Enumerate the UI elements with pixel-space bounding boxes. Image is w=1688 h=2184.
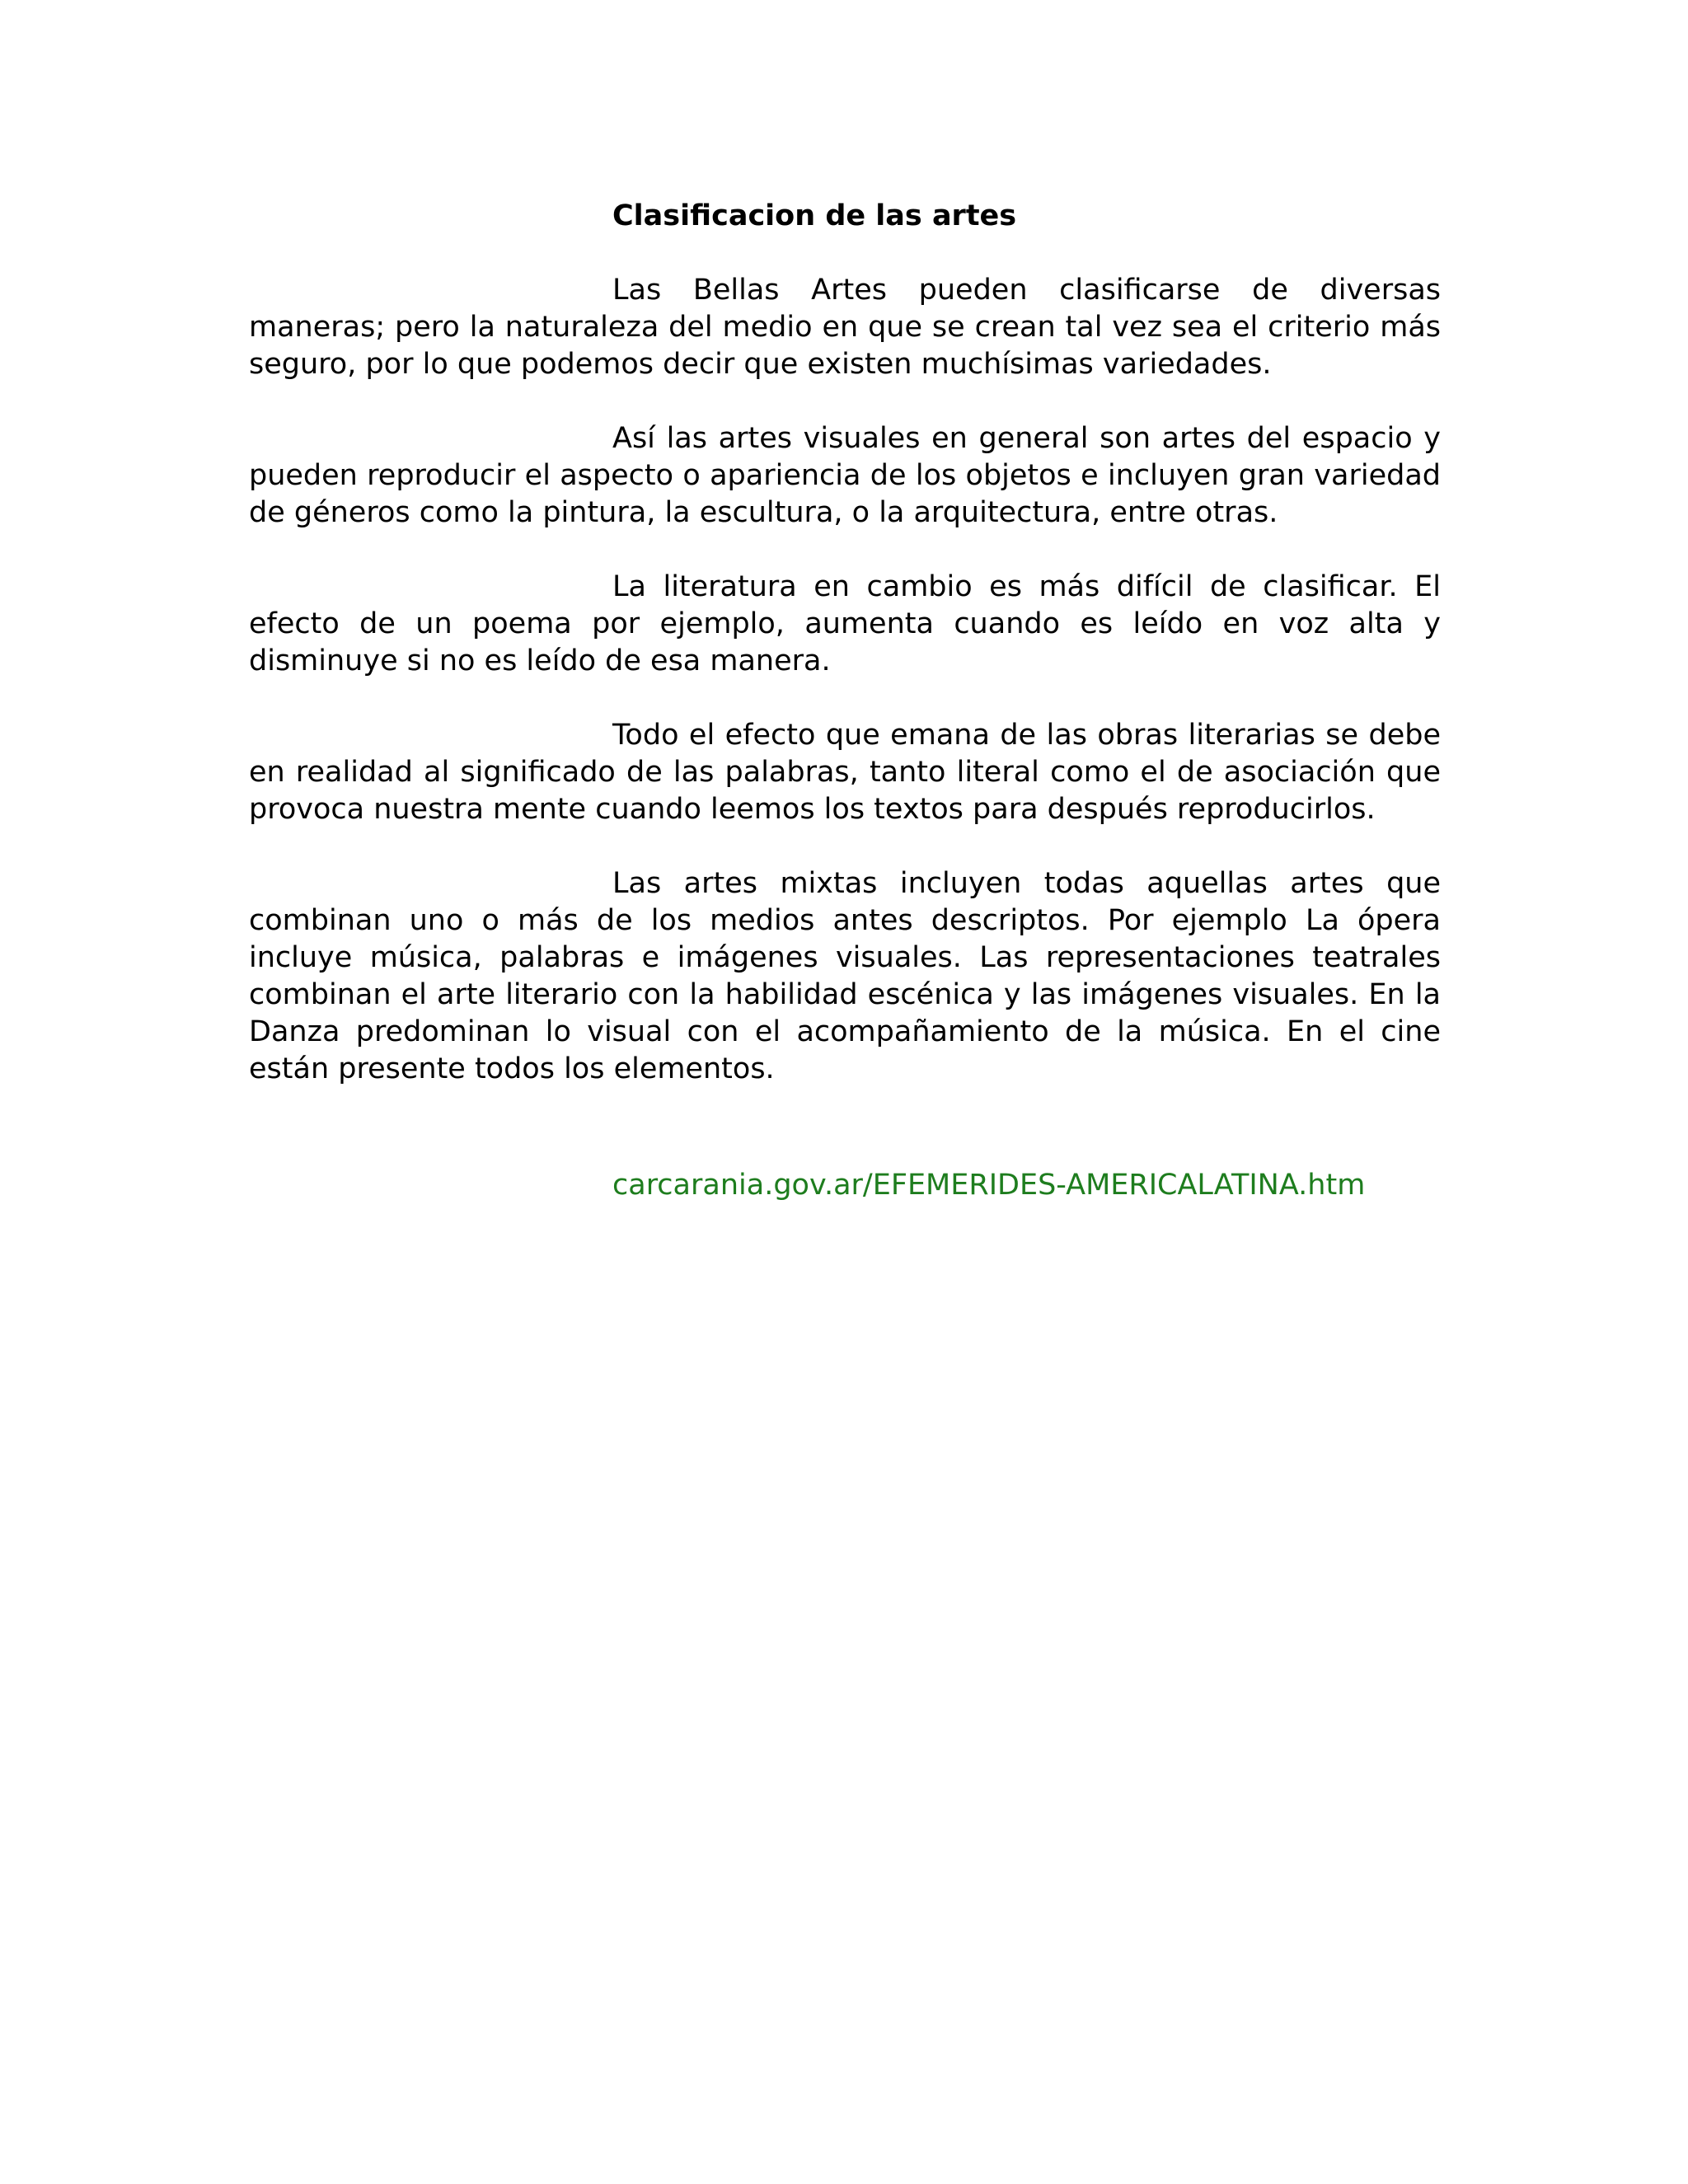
page-title: Clasificacion de las artes <box>612 199 1017 232</box>
document-body <box>249 272 1441 1125</box>
paragraph-bellas-artes: Las Bellas Artes pueden clasificarse de diversas maneras; pero la naturaleza del medio en que se crean tal vez sea el criterio más seguro, por lo que podemos decir que existen muchísimas variedades. <box>249 274 1441 381</box>
paragraph-artes-visuales: Así las artes visuales en general son artes del espacio y pueden reproducir el aspecto o apariencia de los objetos e incluyen gran variedad de géneros como la pintura, la escultura, o la arquitectura, entre otras. <box>249 422 1441 529</box>
paragraph-obras-literarias: Todo el efecto que emana de las obras literarias se debe en realidad al significado de las palabras, tanto literal como el de asociación que provoca nuestra mente cuando leemos los textos para después reproducirlos. <box>249 719 1441 826</box>
paragraph-artes-mixtas: Las artes mixtas incluyen todas aquellas artes que combinan uno o más de los medios antes descriptos. Por ejemplo La ópera incluye música, palabras e imágenes visuales. Las representaciones teatrales combinan el arte literario con la habilidad escénica y las imágenes visuales. En la Danza predominan lo visual con el acompañamiento de la música. En el cine están presente todos los elementos. <box>249 867 1441 1085</box>
paragraph-literatura: La literatura en cambio es más difícil de clasificar. El efecto de un poema por ejemplo, aumenta cuando es leído en voz alta y disminuye si no es leído de esa manera. <box>249 570 1441 677</box>
source-link[interactable]: carcarania.gov.ar/EFEMERIDES-AMERICALATINA.htm <box>612 1169 1366 1202</box>
